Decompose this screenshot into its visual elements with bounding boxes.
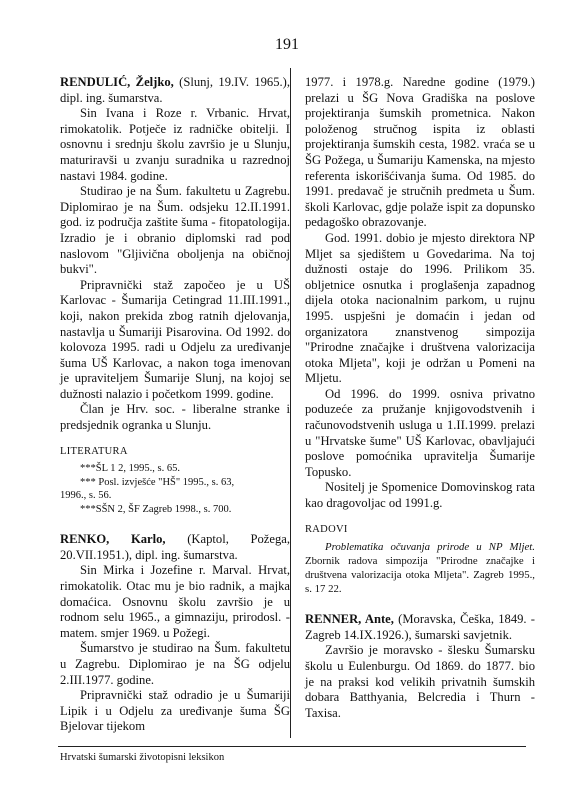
entry-paragraph: Nositelj je Spomenice Domovinskog rata kao dragovoljac od 1991.g. (305, 480, 535, 511)
entry-paragraph: Završio je moravsko - šlesku Šumarsku školu u Eulenburgu. Od 1869. do 1877. bio je na praksi kod velikih privatnih šumskih dobara Batthyania, Belcredia i Thurn - Taxisa. (305, 643, 535, 720)
entry-name: RENDULIĆ, Željko, (60, 75, 174, 89)
work-details: Zbornik radova simpozija "Prirodne značajke i društvena valorizacija otoka Mljeta". Zagreb 1995., s. 17 22. (305, 555, 535, 596)
work-title: Problematika očuvanja prirode u NP Mljet. (325, 541, 535, 554)
entry-spacer (305, 596, 535, 612)
entry-header-renner (305, 612, 535, 643)
literature-item-continuation: 1996., s. 56. (60, 490, 112, 502)
page-footer: Hrvatski šumarski životopisni leksikon (60, 752, 225, 763)
entry-header-renko (60, 532, 290, 563)
literature-item: ***SŠN 2, ŠF Zagreb 1998., s. 700. (80, 503, 232, 515)
entry-paragraph: 1977. i 1978.g. Naredne godine (1979.) prelazi u ŠG Nova Gradiška na poslove projektiranja šumskih prometnica. Nakon položenog stručnog ispita iz oblasti projektiranja šumskih cesta, 1982. vraća se u ŠG Požega, u Šumariju Kamenska, na mjesto referenta iskorišćivanja šuma. Od 1985. do 1991. predavač je stručnih predmeta u Šum. školi Karlovac, gdje polaže ispit za dopunsko pedagoško obrazovanje. (305, 75, 535, 230)
entry-paragraph: Pripravnički staž odradio je u Šumariji Lipik i u Odjelu za uređivanje šuma ŠG Bjelovar tijekom (60, 688, 290, 734)
works-heading: RADOVI (305, 523, 348, 535)
entry-paragraph: Od 1996. do 1999. osniva privatno poduzeće za pružanje knjigovodstvenih i računovodstvenih usluga u 1.II.1999. prelazi u "Hrvatske šume" UŠ Karlovac, obavljajući poslove pomoćnika upravitelja Šumarije Topusko. (305, 386, 535, 479)
page-number: 191 (275, 36, 299, 53)
column-divider (290, 68, 291, 738)
entry-header-details: (Slunj, 19.IV. 1965.), dipl. ing. šumarstva. (60, 75, 290, 105)
entry-paragraph: God. 1991. dobio je mjesto direktora NP Mljet sa sjedištem u Govedarima. Na toj dužnosti ostaje do 1996. Prilikom 35. obljetnice osnutka i proglašenja zapadnog dijela otoka nacionalnim parkom, u rujnu 1995. uspješni je domaćin i jedan od organizatora znanstvenog simpozija "Prirodne značajke i društvena valorizacija otoka Mljeta", koji je održan u Pomeni na Mljetu. (305, 230, 535, 386)
entry-header-details: (Moravska, Češka, 1849. - Zagreb 14.IX.1926.), šumarski savjetnik. (305, 612, 535, 642)
literature-item: ***ŠL 1 2, 1995., s. 65. (80, 463, 180, 475)
entry-header-rendulic (60, 75, 290, 106)
literature-heading: LITERATURA (60, 445, 128, 457)
entry-paragraph: Studirao je na Šum. fakultetu u Zagrebu. Diplomirao je na Šum. odsjeku 12.II.1991. god. iz područja zaštite šuma - fitopatologija. Izradio je i obranio diplomski rad pod naslovom "Gljivična oboljenja na običnoj bukvi". (60, 184, 290, 277)
left-column (60, 75, 290, 735)
entry-paragraph: Sin Ivana i Roze r. Vrbanic. Hrvat, rimokatolik. Potječe iz radničke obitelji. I osnovnu i srednju školu završio je u Slunju, maturiravši u zvanju suradnika u razrednoj nastavi 1984. godine. (60, 106, 290, 183)
entry-header-details: (Kaptol, Požega, 20.VII.1951.), dipl. ing. šumarstva. (60, 532, 290, 562)
work-item (305, 540, 535, 596)
footer-divider (58, 746, 526, 747)
entry-paragraph: Sin Mirka i Jozefine r. Marval. Hrvat, rimokatolik. Otac mu je bio radnik, a majka domaćica. Osnovnu školu završio je u rodnom selu 1965., a gimnaziju, prirodosl. - matem. smjer 1969. u Požegi. (60, 563, 290, 640)
entry-spacer (60, 516, 290, 532)
entry-name: RENNER, Ante, (305, 612, 394, 627)
entry-paragraph: Član je Hrv. soc. - liberalne stranke i predsjednik ogranka u Slunju. (60, 402, 290, 433)
entry-name: RENKO, Karlo, (60, 532, 166, 547)
entry-paragraph: Pripravnički staž započeo je u UŠ Karlovac - Šumarija Cetingrad 11.III.1991., koji, nakon prekida zbog ratnih djelovanja, nastavlja u Šumariji Pisarovina. Od 1992. do kolovoza 1995. radi u Odjelu za uređivanje šuma UŠ Karlovac, a nakon toga imenovan je upraviteljem Šumarije Slunj, na kojoj se dužnosti nalazio i početkom 1999. godine. (60, 277, 290, 401)
literature-item: *** Posl. izvješće "HŠ" 1995., s. 63, (80, 476, 235, 488)
right-column (305, 75, 535, 721)
entry-paragraph: Šumarstvo je studirao na Šum. fakultetu u Zagrebu. Diplomirao je na ŠG odjelu 2.III.1977. godine. (60, 641, 290, 687)
